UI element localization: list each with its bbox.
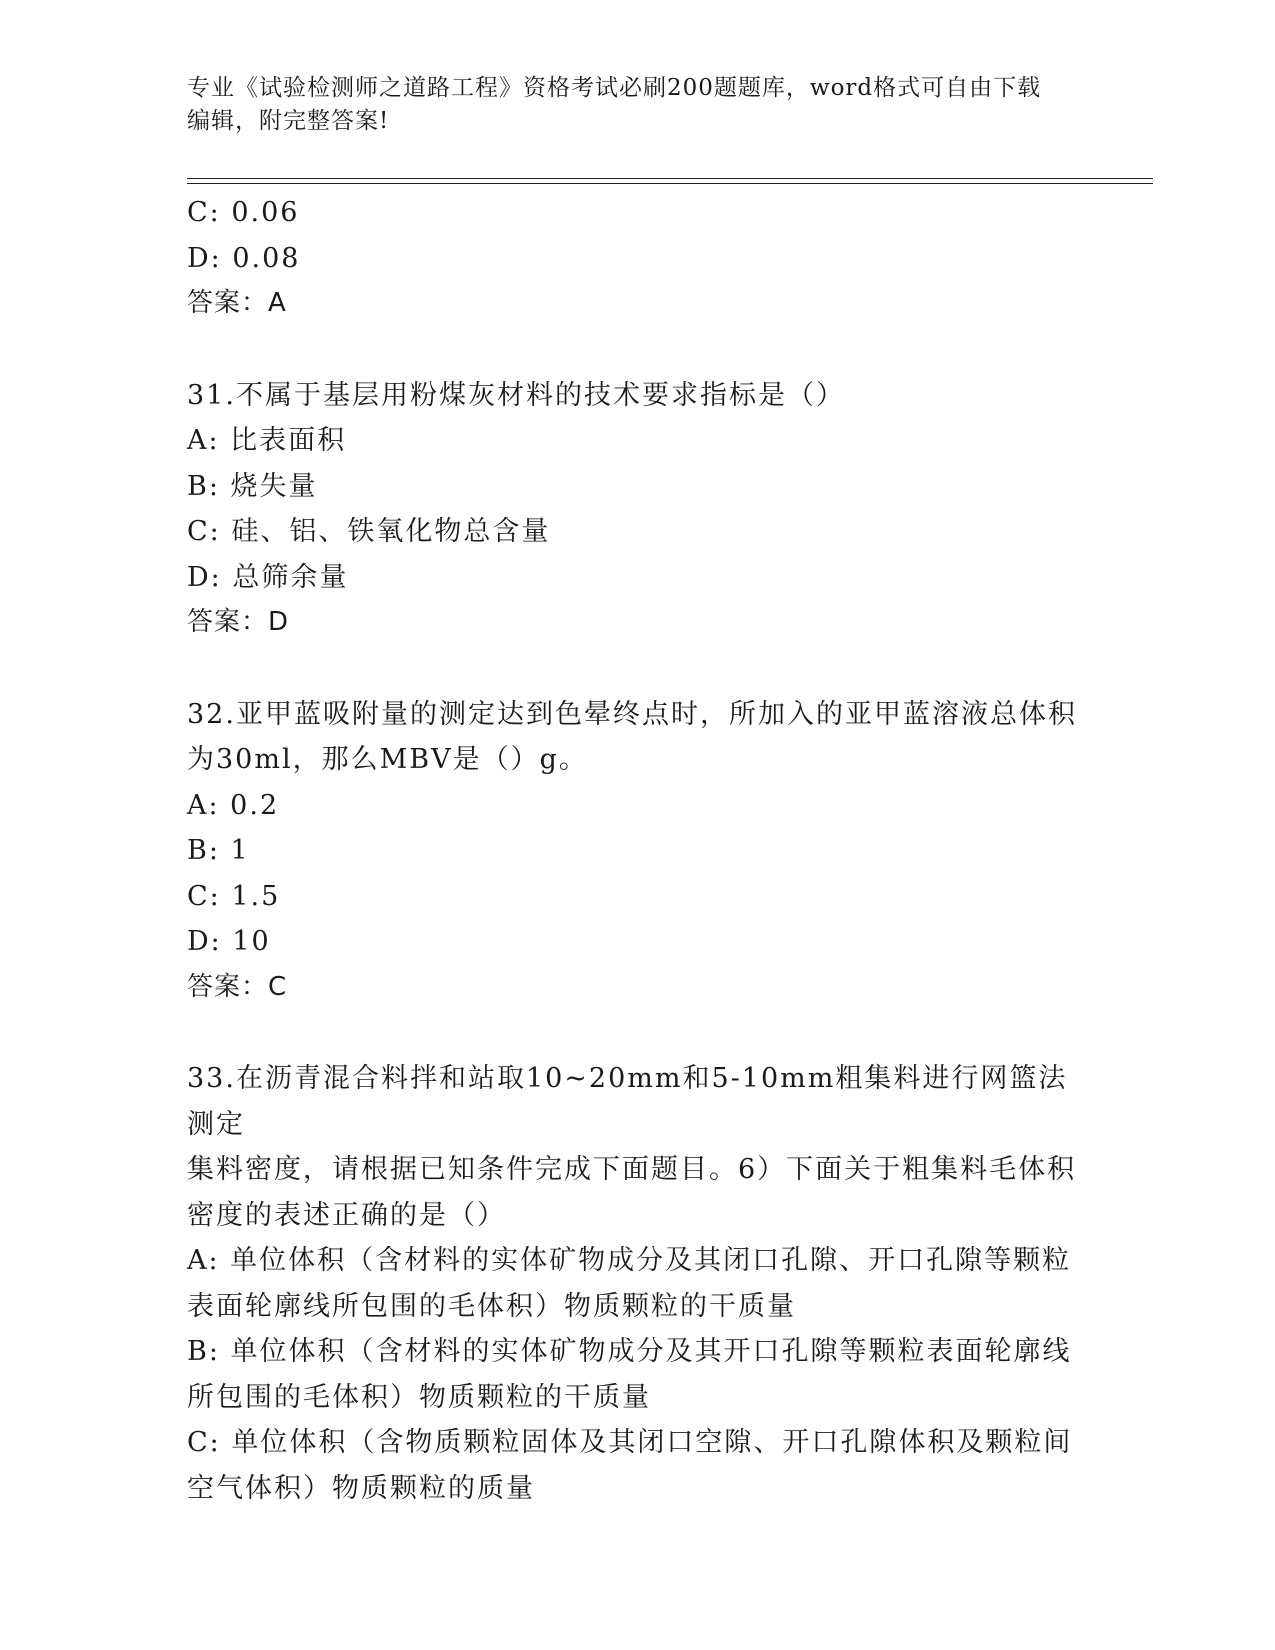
prev-question-block [187, 190, 1087, 327]
option-d: D: 10 [187, 926, 271, 957]
option-c: C: 0.06 [187, 197, 300, 228]
option-b: B: 单位体积（含材料的实体矿物成分及其开口孔隙等颗粒表面轮廓线 [187, 1336, 1072, 1367]
answer-label: 答案：C [187, 971, 288, 1002]
document-header [187, 72, 1067, 138]
spacer [187, 646, 1087, 692]
spacer [187, 327, 1087, 373]
option-b: B: 烧失量 [187, 470, 318, 502]
question-stem: 32.亚甲蓝吸附量的测定达到色晕终点时，所加入的亚甲蓝溶液总体积 [187, 698, 1077, 730]
option-d: D: 总筛余量 [187, 561, 349, 593]
option-c: C: 1.5 [187, 880, 281, 912]
option-b: B: 1 [187, 835, 250, 866]
question-31 [187, 373, 1087, 646]
option-d: D: 0.08 [187, 242, 301, 274]
answer-label: 答案：D [187, 607, 290, 637]
option-a: A: 比表面积 [187, 425, 347, 456]
question-32 [187, 692, 1087, 1011]
header-line-2: 编辑，附完整答案! [187, 108, 390, 134]
header-line-1: 专业《试验检测师之道路工程》资格考试必刷200题题库，word格式可自由下载 [187, 75, 1042, 101]
option-c-cont: 空气体积）物质颗粒的质量 [187, 1472, 535, 1504]
header-rule-bottom [187, 183, 1153, 184]
option-c: C: 单位体积（含物质颗粒固体及其闭口空隙、开口孔隙体积及颗粒间 [187, 1427, 1073, 1458]
answer-label: 答案：A [187, 288, 287, 318]
question-stem-cont: 密度的表述正确的是（） [187, 1199, 506, 1231]
option-a: A: 0.2 [187, 789, 280, 821]
header-rule-top [187, 178, 1153, 179]
option-a: A: 单位体积（含材料的实体矿物成分及其闭口孔隙、开口孔隙等颗粒 [187, 1245, 1072, 1276]
spacer [187, 1010, 1087, 1056]
question-stem-cont: 为30ml，那么MBV是（）g。 [187, 744, 588, 775]
question-stem: 33.在沥青混合料拌和站取10~20mm和5-10mm粗集料进行网篮法测定 [187, 1063, 1068, 1140]
question-content [187, 190, 1087, 1511]
option-a-cont: 表面轮廓线所包围的毛体积）物质颗粒的干质量 [187, 1290, 796, 1322]
question-33 [187, 1056, 1087, 1511]
option-c: C: 硅、铝、铁氧化物总含量 [187, 516, 551, 547]
question-stem-cont: 集料密度，请根据已知条件完成下面题目。6）下面关于粗集料毛体积 [187, 1154, 1077, 1185]
option-b-cont: 所包围的毛体积）物质颗粒的干质量 [187, 1381, 651, 1413]
question-stem: 31.不属于基层用粉煤灰材料的技术要求指标是（） [187, 379, 845, 411]
